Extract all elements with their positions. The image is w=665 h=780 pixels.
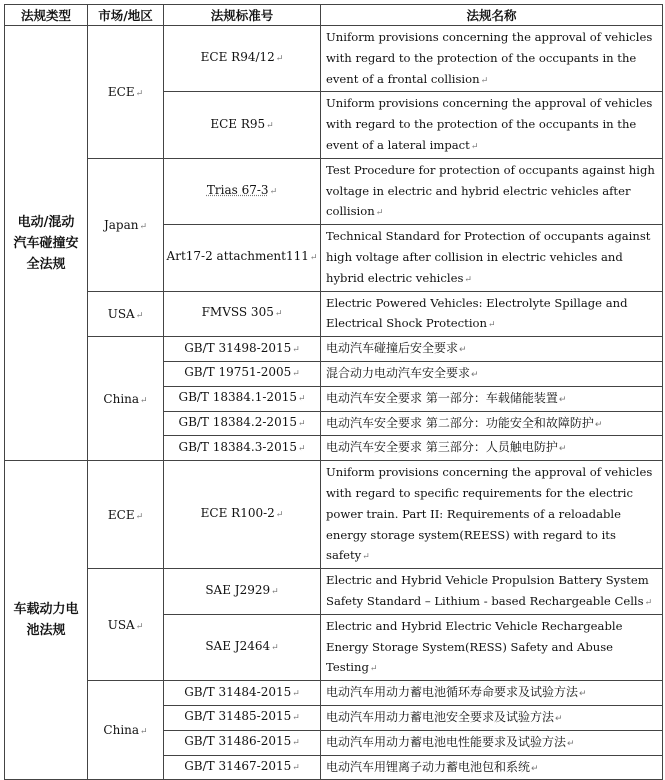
- return-mark: ↵: [275, 54, 284, 65]
- table-row: [5, 337, 663, 362]
- header-standard: 法规标准号: [164, 5, 321, 26]
- return-mark: ↵: [135, 621, 144, 632]
- market-cell: [88, 26, 164, 159]
- name-cell: [321, 158, 663, 224]
- return-mark: ↵: [555, 713, 563, 724]
- return-mark: ↵: [135, 511, 144, 522]
- category-cell: [5, 461, 88, 780]
- regulation-name: Uniform provisions concerning the approval of vehicles with regard to specific requirements for the electric power train. Part II: Requirements of a reloadable energy storage system(REESS) with regard to its safety: [326, 465, 653, 563]
- standard-cell: [164, 337, 321, 362]
- name-cell: [321, 705, 663, 730]
- table-row: [5, 681, 663, 706]
- regulation-name: 电动汽车用锂离子动力蓄电池包和系统: [326, 759, 531, 774]
- regulation-name: 电动汽车用动力蓄电池循环寿命要求及试验方法: [326, 685, 579, 700]
- name-cell: [321, 291, 663, 337]
- standard-number: SAE J2464: [205, 639, 271, 654]
- standard-cell: [164, 386, 321, 411]
- standard-cell: [164, 614, 321, 680]
- standard-number: GB/T 31467-2015: [184, 759, 292, 773]
- return-mark: ↵: [271, 587, 279, 598]
- name-cell: [321, 92, 663, 158]
- standard-number: ECE R94/12: [200, 50, 275, 65]
- return-mark: ↵: [266, 120, 274, 131]
- return-mark: ↵: [579, 689, 587, 700]
- name-cell: [321, 461, 663, 569]
- return-mark: ↵: [464, 274, 472, 285]
- standard-number: ECE R100-2: [200, 506, 275, 521]
- standard-number: GB/T 18384.3-2015: [178, 439, 297, 454]
- regulation-name: 电动汽车安全要求 第一部分：车载储能装置: [326, 390, 558, 405]
- standard-number: Art17-2 attachment111: [166, 249, 309, 264]
- return-mark: ↵: [459, 345, 467, 356]
- return-mark: ↵: [487, 320, 496, 331]
- standard-cell: [164, 569, 321, 615]
- standard-number: GB/T 19751-2005: [184, 365, 292, 380]
- regulation-name: Electric and Hybrid Vehicle Propulsion Battery System Safety Standard – Lithium - based Rechargeable Cells: [326, 573, 649, 608]
- header-name: 法规名称: [321, 5, 663, 26]
- standard-number: Trias 67-3: [206, 183, 269, 198]
- standard-cell: [164, 158, 321, 224]
- return-mark: ↵: [470, 141, 479, 152]
- name-cell: [321, 386, 663, 411]
- return-mark: ↵: [292, 763, 300, 773]
- regulation-name: Test Procedure for protection of occupants against high voltage in electric and hybrid electric vehicles after collision: [326, 162, 655, 219]
- standard-cell: [164, 411, 321, 436]
- market-cell: [88, 158, 164, 291]
- name-cell: [321, 337, 663, 362]
- return-mark: ↵: [292, 688, 300, 699]
- return-mark: ↵: [292, 369, 300, 380]
- regulation-name: 电动汽车安全要求 第二部分：功能安全和故障防护: [326, 415, 594, 430]
- market-cell: [88, 461, 164, 569]
- standard-cell: [164, 436, 321, 461]
- market-cell: [88, 569, 164, 681]
- return-mark: ↵: [362, 552, 370, 563]
- name-cell: [321, 730, 663, 755]
- market-label: USA: [107, 306, 135, 321]
- name-cell: [321, 681, 663, 706]
- standard-cell: [164, 225, 321, 291]
- name-cell: [321, 614, 663, 680]
- regulation-name: Uniform provisions concerning the approval of vehicles with regard to the protection of the occupants in the event of a frontal collision: [326, 30, 653, 86]
- market-label: ECE: [107, 84, 135, 99]
- standard-number: GB/T 18384.1-2015: [178, 390, 297, 405]
- name-cell: [321, 411, 663, 436]
- return-mark: ↵: [140, 395, 148, 406]
- return-mark: ↵: [139, 221, 148, 232]
- standard-cell: [164, 26, 321, 92]
- return-mark: ↵: [297, 394, 306, 405]
- return-mark: ↵: [297, 443, 306, 454]
- return-mark: ↵: [135, 88, 144, 99]
- regulations-table: [4, 4, 663, 780]
- return-mark: ↵: [274, 309, 283, 320]
- standard-cell: [164, 705, 321, 730]
- return-mark: ↵: [271, 643, 279, 654]
- header-type: 法规类型: [5, 5, 88, 26]
- market-cell: [88, 291, 164, 337]
- category-label: 车载动力电池法规: [13, 602, 79, 639]
- header-row: [5, 5, 663, 26]
- return-mark: ↵: [292, 738, 300, 749]
- return-mark: ↵: [471, 369, 479, 380]
- regulation-name: 电动汽车用动力蓄电池安全要求及试验方法: [326, 709, 555, 724]
- name-cell: [321, 569, 663, 615]
- category-label: 电动/混动汽车碰撞安全法规: [13, 214, 79, 272]
- standard-cell: [164, 361, 321, 386]
- regulation-name: 电动汽车用动力蓄电池电性能要求及试验方法: [326, 734, 567, 749]
- standard-cell: [164, 755, 321, 780]
- regulation-name: Technical Standard for Protection of occupants against high voltage after collision in electric vehicles and hybrid electric vehicles: [326, 229, 651, 285]
- return-mark: ↵: [275, 510, 284, 521]
- standard-cell: [164, 291, 321, 337]
- standard-cell: [164, 92, 321, 158]
- market-label: China: [103, 391, 140, 406]
- return-mark: ↵: [567, 738, 575, 749]
- market-label: USA: [107, 617, 135, 632]
- return-mark: ↵: [269, 187, 278, 198]
- standard-number: SAE J2929: [205, 583, 271, 598]
- standard-number: FMVSS 305: [201, 305, 274, 320]
- return-mark: ↵: [140, 727, 148, 738]
- standard-number: GB/T 31498-2015: [184, 340, 292, 355]
- name-cell: [321, 361, 663, 386]
- table-row: [5, 26, 663, 92]
- return-mark: ↵: [644, 597, 653, 608]
- return-mark: ↵: [309, 253, 318, 264]
- name-cell: [321, 26, 663, 92]
- market-label: China: [103, 723, 140, 738]
- regulation-name: 电动汽车安全要求 第三部分：人员触电防护: [326, 440, 558, 455]
- standard-cell: [164, 681, 321, 706]
- return-mark: ↵: [369, 664, 378, 675]
- market-cell: [88, 681, 164, 780]
- return-mark: ↵: [558, 394, 567, 405]
- return-mark: ↵: [594, 419, 603, 430]
- return-mark: ↵: [292, 713, 300, 724]
- return-mark: ↵: [297, 419, 306, 430]
- return-mark: ↵: [480, 75, 489, 86]
- return-mark: ↵: [558, 444, 567, 455]
- market-label: Japan: [103, 217, 139, 232]
- header-market: 市场/地区: [88, 5, 164, 26]
- name-cell: [321, 225, 663, 291]
- market-cell: [88, 337, 164, 461]
- regulation-name: Uniform provisions concerning the approval of vehicles with regard to the protection of the occupants in the event of a lateral impact: [326, 96, 653, 152]
- market-label: ECE: [107, 507, 135, 522]
- return-mark: ↵: [135, 310, 144, 321]
- name-cell: [321, 755, 663, 780]
- standard-number: GB/T 31484-2015: [184, 684, 292, 699]
- category-cell: [5, 26, 88, 461]
- standard-number: GB/T 31485-2015: [184, 709, 292, 724]
- name-cell: [321, 436, 663, 461]
- table-row: [5, 569, 663, 615]
- table-row: [5, 158, 663, 224]
- table-row: [5, 291, 663, 337]
- return-mark: ↵: [531, 763, 539, 774]
- regulation-name: 电动汽车碰撞后安全要求: [326, 341, 459, 356]
- regulation-name: 混合动力电动汽车安全要求: [326, 365, 471, 380]
- table-row: [5, 461, 663, 569]
- standard-number: ECE R95: [210, 116, 266, 131]
- standard-cell: [164, 730, 321, 755]
- standard-number: GB/T 18384.2-2015: [178, 415, 297, 430]
- standard-number: GB/T 31486-2015: [184, 734, 292, 749]
- standard-cell: [164, 461, 321, 569]
- regulation-name: Electric Powered Vehicles: Electrolyte Spillage and Electrical Shock Protection: [326, 295, 628, 331]
- regulation-name: Electric and Hybrid Electric Vehicle Rechargeable Energy Storage System(RESS) Safety and Abuse Testing: [326, 618, 623, 675]
- return-mark: ↵: [292, 344, 300, 355]
- return-mark: ↵: [375, 208, 384, 219]
